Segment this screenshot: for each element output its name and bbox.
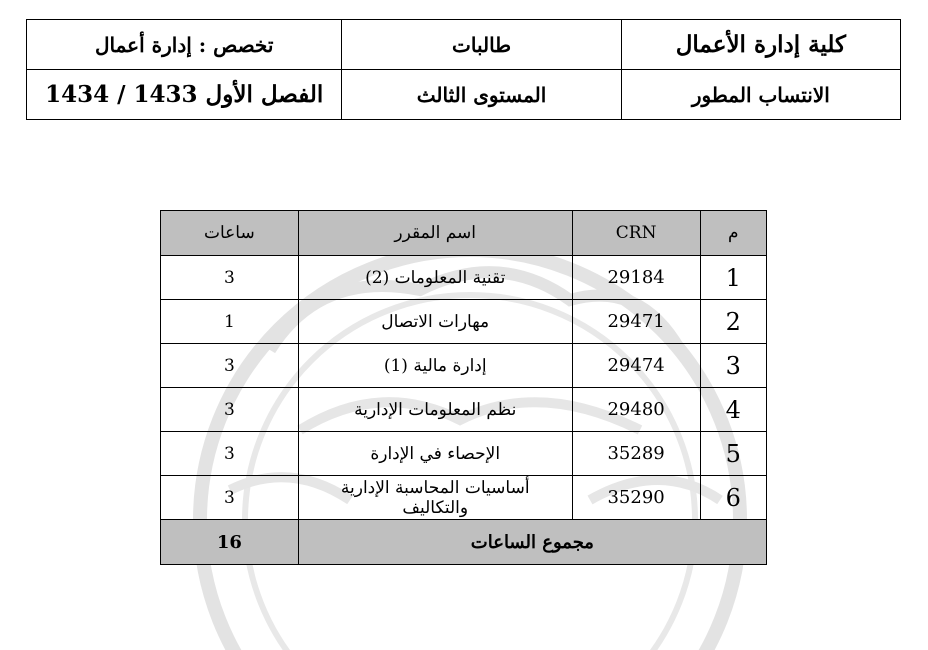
row-course-name: نظم المعلومات الإدارية: [298, 388, 572, 432]
total-hours: 16: [161, 520, 299, 565]
total-label: مجموع الساعات: [298, 520, 766, 565]
header-row: [27, 20, 901, 70]
row-crn: 29480: [572, 388, 700, 432]
row-hours: 3: [161, 344, 299, 388]
row-crn: 35290: [572, 476, 700, 520]
student-type: طالبات: [342, 20, 621, 70]
row-hours: 3: [161, 256, 299, 300]
column-header-hours: ساعات: [161, 211, 299, 256]
row-course-name: الإحصاء في الإدارة: [298, 432, 572, 476]
row-crn: 29184: [572, 256, 700, 300]
row-course-name: مهارات الاتصال: [298, 300, 572, 344]
semester: الفصل الأول 1433 / 1434: [27, 70, 342, 120]
row-number: 1: [700, 256, 766, 300]
specialization: تخصص : إدارة أعمال: [27, 20, 342, 70]
table-row: [161, 344, 767, 388]
column-header-crn: CRN: [572, 211, 700, 256]
program-name: الانتساب المطور: [621, 70, 900, 120]
row-number: 2: [700, 300, 766, 344]
table-row: [161, 300, 767, 344]
row-crn: 35289: [572, 432, 700, 476]
courses-table: [160, 210, 767, 565]
column-header-course-name: اسم المقرر: [298, 211, 572, 256]
table-row: [161, 388, 767, 432]
column-header-num: م: [700, 211, 766, 256]
row-number: 4: [700, 388, 766, 432]
row-hours: 3: [161, 388, 299, 432]
row-crn: 29474: [572, 344, 700, 388]
row-number: 6: [700, 476, 766, 520]
row-crn: 29471: [572, 300, 700, 344]
row-hours: 3: [161, 476, 299, 520]
row-course-name: إدارة مالية (1): [298, 344, 572, 388]
row-course-name: تقنية المعلومات (2): [298, 256, 572, 300]
row-number: 3: [700, 344, 766, 388]
header-info-table: [26, 19, 901, 120]
total-row: [161, 520, 767, 565]
table-row: [161, 476, 767, 520]
row-hours: 3: [161, 432, 299, 476]
row-number: 5: [700, 432, 766, 476]
college-name: كلية إدارة الأعمال: [621, 20, 900, 70]
row-course-name: أساسيات المحاسبة الإدارية والتكاليف: [298, 476, 572, 520]
row-hours: 1: [161, 300, 299, 344]
level: المستوى الثالث: [342, 70, 621, 120]
header-row: [27, 70, 901, 120]
table-row: [161, 432, 767, 476]
table-header-row: [161, 211, 767, 256]
table-row: [161, 256, 767, 300]
